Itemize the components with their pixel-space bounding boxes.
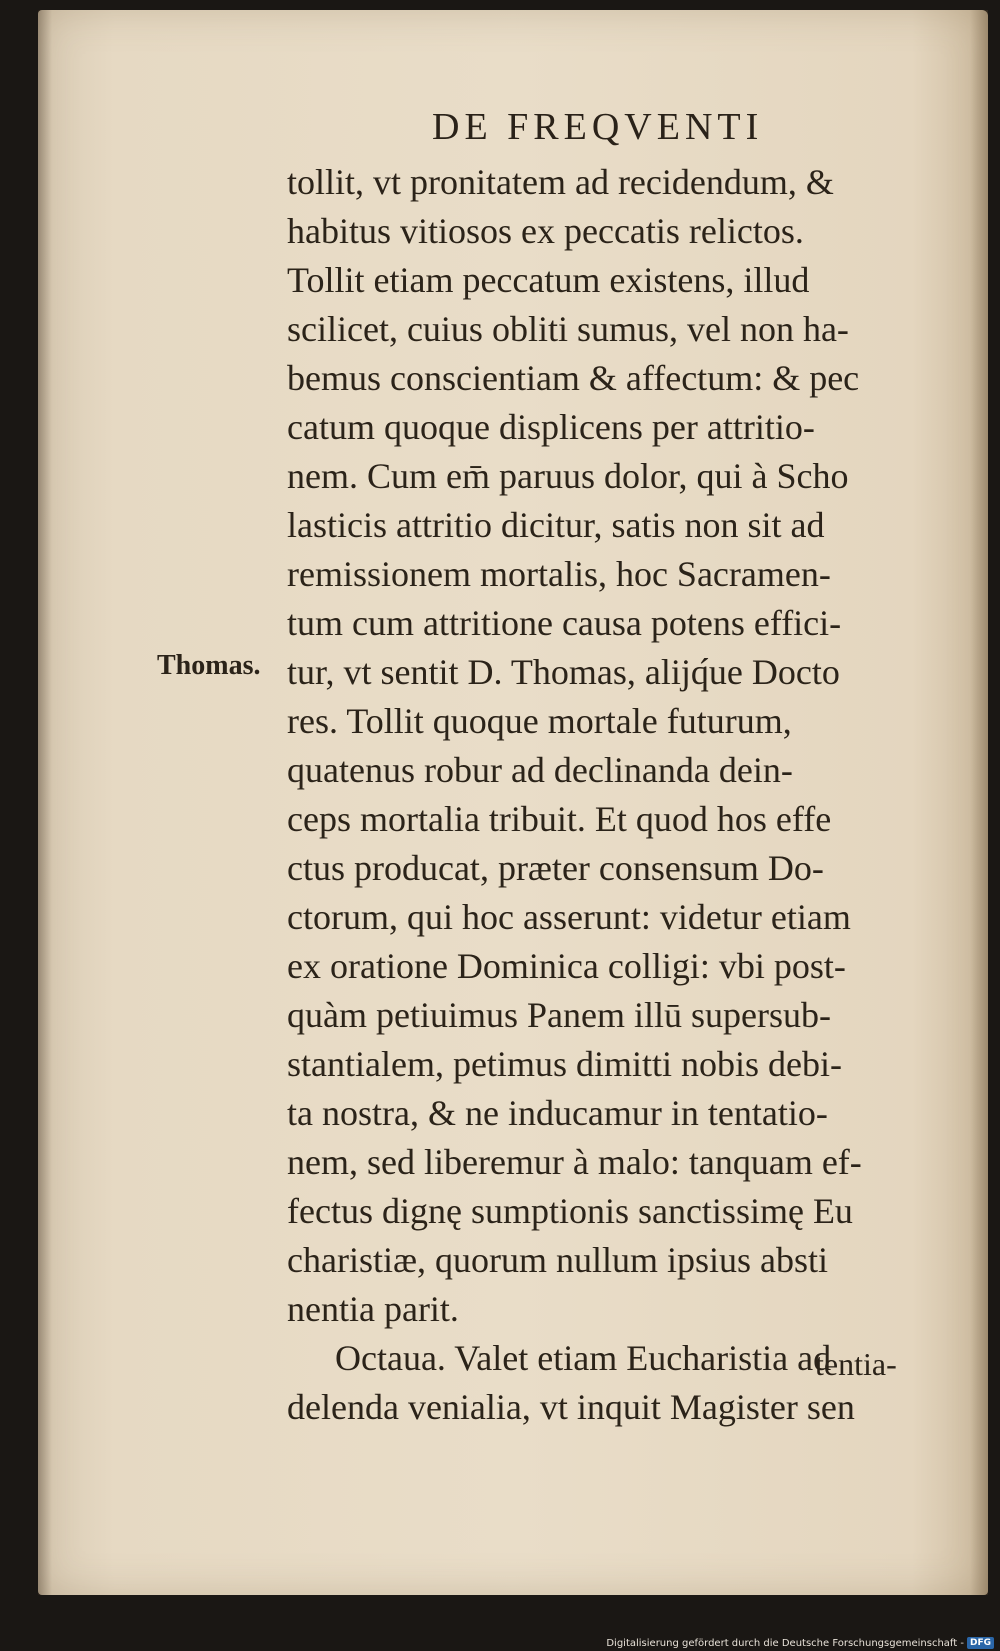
text-line: ex oratione Dominica colligi: vbi post-	[287, 946, 846, 986]
text-line: quàm petiuimus Panem illū supersub-	[287, 995, 831, 1035]
gutter-shadow	[38, 10, 52, 1595]
credit-text: Digitalisierung gefördert durch die Deutsche Forschungsgemeinschaft -	[606, 1637, 964, 1649]
text-line: charistiæ, quorum nullum ipsius absti	[287, 1240, 828, 1280]
running-head: DE FREQVENTI	[432, 106, 764, 148]
catchword: tentia-	[815, 1346, 897, 1382]
text-line: catum quoque displicens per attritio-	[287, 407, 815, 447]
text-line: ctorum, qui hoc asserunt: videtur etiam	[287, 897, 851, 937]
text-line: tollit, vt pronitatem ad recidendum, &	[287, 162, 834, 202]
text-line: delenda venialia, vt inquit Magister sen	[287, 1387, 855, 1427]
text-line: bemus conscientiam & affectum: & pec	[287, 358, 860, 398]
text-line: Tollit etiam peccatum existens, illud	[287, 260, 810, 300]
text-line: nentia parit.	[287, 1289, 459, 1329]
page-edge	[970, 10, 988, 1595]
text-line: tur, vt sentit D. Thomas, alijq́ue Docto	[287, 652, 840, 692]
text-line: lasticis attritio dicitur, satis non sit ad	[287, 505, 825, 545]
dfg-logo: DFG	[967, 1637, 994, 1649]
text-line: fectus dignę sumptionis sanctissimę Eu	[287, 1191, 853, 1231]
text-line: stantialem, petimus dimitti nobis debi-	[287, 1044, 842, 1084]
text-line: habitus vitiosos ex peccatis relictos.	[287, 211, 804, 251]
text-line: tum cum attritione causa potens effici-	[287, 603, 842, 643]
digitization-credit	[606, 1637, 994, 1649]
text-line: ctus producat, præter consensum Do-	[287, 848, 824, 888]
text-line: ta nostra, & ne inducamur in tentatio-	[287, 1093, 828, 1133]
paragraph-start-line: Octaua. Valet etiam Eucharistia ad	[335, 1338, 832, 1378]
text-line: res. Tollit quoque mortale futurum,	[287, 701, 792, 741]
text-line: nem. Cum em̄ paruus dolor, qui à Scho	[287, 456, 849, 496]
body-text	[287, 158, 947, 1432]
marginal-note: Thomas.	[157, 650, 261, 681]
text-line: nem, sed liberemur à malo: tanquam ef-	[287, 1142, 862, 1182]
text-line: remissionem mortalis, hoc Sacramen-	[287, 554, 831, 594]
text-line: ceps mortalia tribuit. Et quod hos effe	[287, 799, 832, 839]
text-line: scilicet, cuius obliti sumus, vel non ha-	[287, 309, 849, 349]
text-line: quatenus robur ad declinanda dein-	[287, 750, 793, 790]
